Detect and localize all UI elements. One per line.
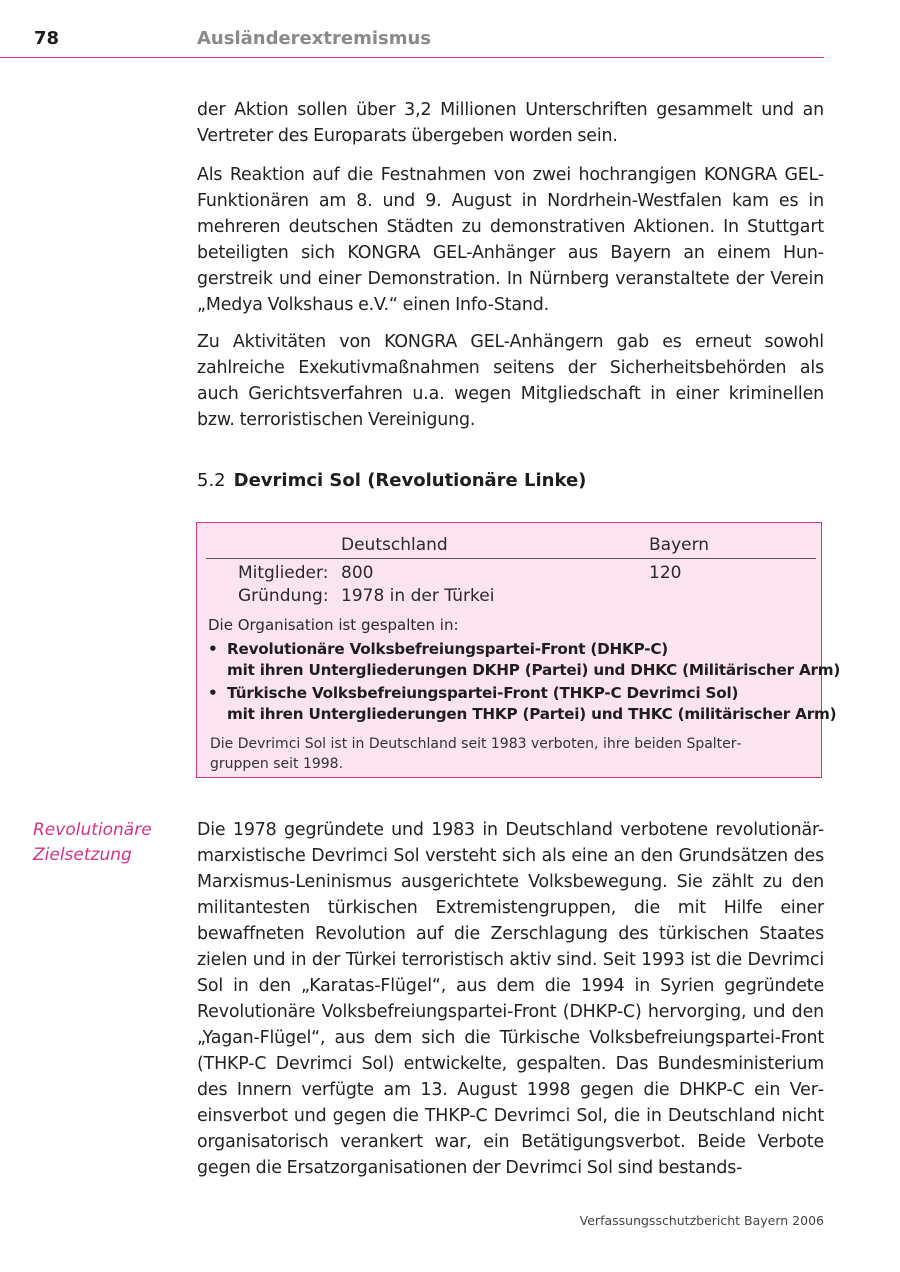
list-item — [208, 639, 840, 681]
paragraph-2: Als Reaktion auf die Festnahmen von zwei hochrangigen KONGRA GEL-Funktionären am 8. und 9. August in Nordrhein-Westfalen kam es in mehreren deutschen Städten zu demonstrativen Aktionen. In Stuttgart beteiligten sich KONGRA GEL-Anhänger aus Bayern an einem Hungerstreik und einer Demonstration. In Nürnberg veranstaltete der Verein „Medya Volkshaus e.V.“ einen Info-Stand. — [197, 165, 824, 315]
bullet-line-1: Türkische Volksbefreiungspartei-Front (THKP-C Devrimci Sol) — [227, 684, 739, 702]
margin-note — [33, 818, 183, 868]
section-number: 5.2 — [197, 470, 226, 491]
paragraph-1: der Aktion sollen über 3,2 Millionen Unterschriften gesammelt und an Vertreter des Europarats übergeben worden sein. — [197, 100, 824, 146]
page-number: 78 — [34, 28, 60, 49]
members-bavaria: 120 — [649, 563, 682, 583]
running-title: Ausländerextremismus — [197, 28, 431, 49]
margin-note-line-2: Zielsetzung — [33, 845, 132, 865]
section-heading — [197, 470, 586, 491]
members-label: Mitglieder: — [238, 563, 329, 583]
bullet-line-2: mit ihren Untergliederungen DKHP (Partei) und DHKC (Militärischer Arm) — [227, 661, 841, 679]
page-header — [0, 0, 824, 58]
page-footer: Verfassungsschutzbericht Bayern 2006 — [579, 1213, 824, 1228]
info-box — [196, 522, 841, 778]
members-germany: 800 — [341, 563, 374, 583]
info-box-note: Die Devrimci Sol ist in Deutschland seit 1983 verboten, ihre beiden Spaltergruppen seit 1998. — [210, 736, 742, 772]
margin-note-line-1: Revolutionäre — [33, 820, 152, 840]
column-header-germany: Deutschland — [341, 535, 448, 555]
bullet-line-1: Revolutionäre Volksbefreiungspartei-Front (DHKP-C) — [227, 640, 669, 658]
founded-value: 1978 in der Türkei — [341, 586, 495, 606]
paragraph-3: Zu Aktivitäten von KONGRA GEL-Anhängern gab es erneut sowohl zahlreiche Exekutivmaßnahmen seitens der Sicherheitsbehörden als auch Gerichtsverfahren u.a. wegen Mitgliedschaft in einer kriminellen bzw. terroristischen Vereinigung. — [197, 332, 824, 430]
paragraph-4: Die 1978 gegründete und 1983 in Deutschland verbotene revolutionär-marxistische Devrimci Sol versteht sich als eine an den Grundsätzen des Marxismus-Leninismus ausgerichtete Volksbewegung. Sie zählt zu den militantesten türkischen Extremistengruppen, die mit Hilfe einer bewaffneten Revolution auf die Zerschlagung des türkischen Staates zielen und in der Türkei terroristisch aktiv sind. Seit 1993 ist die Devrimci Sol in den „Karatas-Flügel“, aus dem die 1994 in Syrien gegründete Revolutionäre Volksbefreiungspartei-Front (DHKP-C) hervorging, und den „Yagan-Flügel“, aus dem sich die Türkische Volksbefreiungspartei-Front (THKP-C Devrimci Sol) entwickelte, gespalten. Das Bundesministerium des Innern verfügte am 13. August 1998 gegen die DHKP-C ein Vereinsverbot und gegen die THKP-C Devrimci Sol, die in Deutschland nicht organisatorisch verankert war, ein Betätigungsverbot. Beide Verbote gegen die Ersatzorganisationen der Devrimci Sol sind bestands- — [197, 820, 824, 1178]
list-item — [208, 683, 836, 725]
bullet-icon: • — [208, 684, 218, 702]
section-title: Devrimci Sol (Revolutionäre Linke) — [233, 470, 587, 491]
column-header-bavaria: Bayern — [649, 535, 710, 555]
bullet-icon: • — [208, 640, 218, 658]
header-divider — [206, 558, 816, 559]
bullet-line-2: mit ihren Untergliederungen THKP (Partei) und THKC (militärischer Arm) — [227, 705, 837, 723]
split-intro: Die Organisation ist gespalten in: — [208, 616, 459, 634]
founded-label: Gründung: — [238, 586, 329, 606]
